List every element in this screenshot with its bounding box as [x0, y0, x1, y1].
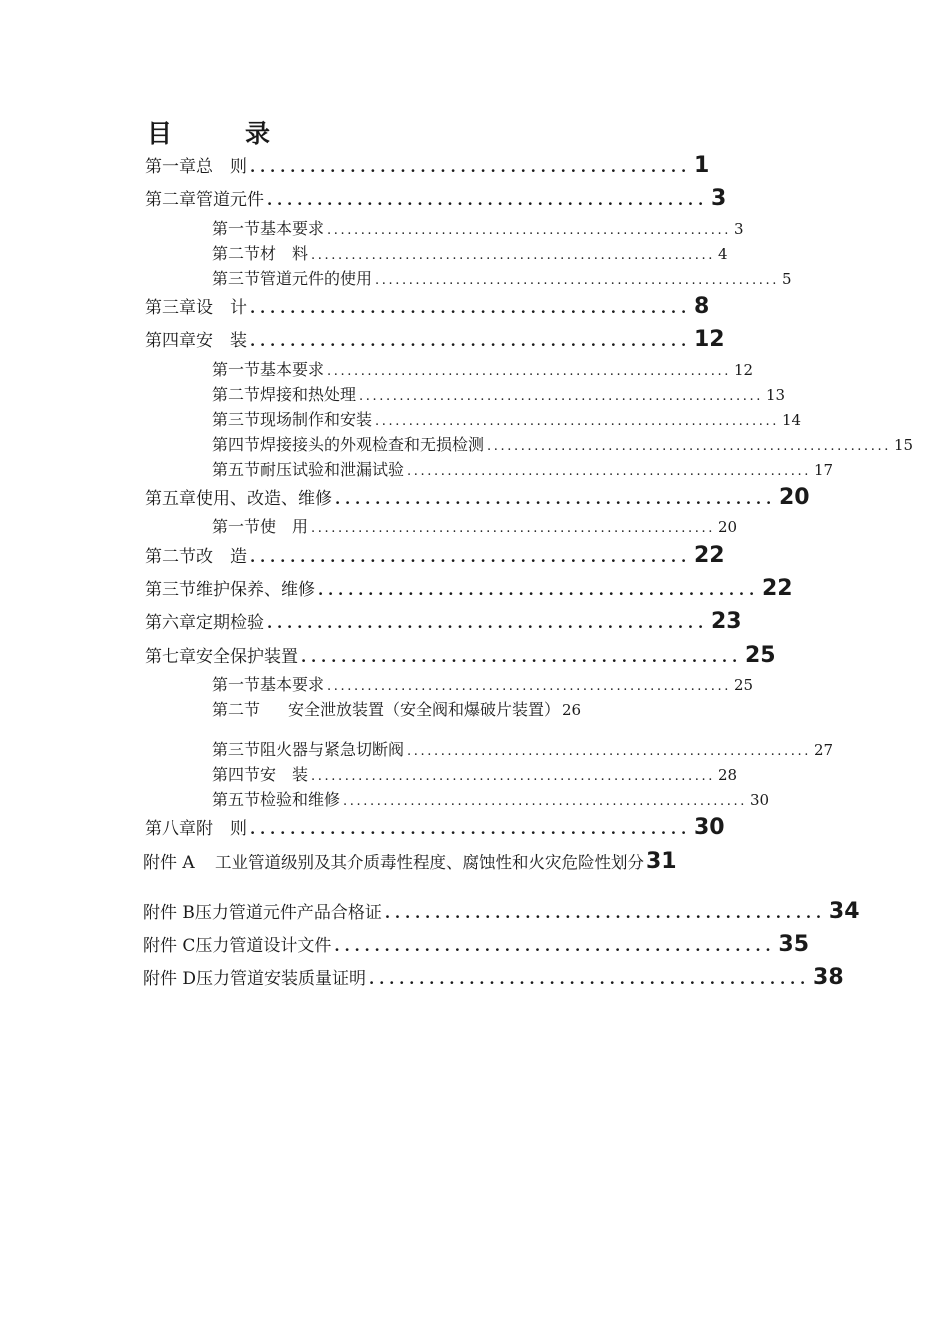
toc-entry[interactable] [145, 484, 810, 510]
toc-leader: ............................................................ [311, 769, 715, 784]
toc-label: 第七章 [145, 647, 196, 667]
toc-label: 第二节 [145, 547, 196, 567]
toc-title: 附 则 [196, 819, 247, 839]
toc-title: 改 造 [196, 547, 247, 567]
toc-entry[interactable] [145, 814, 725, 840]
toc-leader: ............................................................ [487, 439, 891, 454]
toc-title: 安 装 [196, 331, 247, 351]
toc-label: 第二节 [212, 700, 261, 719]
toc-entry[interactable] [145, 293, 710, 319]
toc-label: 第三节 [212, 410, 261, 429]
toc-title: 压力管道安装质量证明 [196, 969, 367, 989]
toc-leader: ............................................................ [375, 273, 779, 288]
toc-leader: ............................................................ [327, 679, 731, 694]
toc-leader: ............................................ [250, 820, 691, 838]
toc-label: 附件 D [143, 969, 197, 989]
toc-page: 22 [761, 576, 793, 601]
toc-leader: ............................................ [250, 332, 691, 350]
toc-leader: ............................................ [335, 490, 776, 508]
toc-entry[interactable] [145, 152, 710, 178]
toc-leader: ............................................................ [407, 744, 811, 759]
toc-page: 5 [781, 270, 792, 288]
toc-page: 34 [828, 899, 860, 924]
toc-label: 第二节 [212, 244, 261, 263]
toc-entry[interactable] [212, 407, 802, 430]
toc-leader: ............................................ [267, 191, 708, 209]
toc-page: 38 [813, 965, 844, 990]
toc-page: 3 [733, 220, 744, 238]
toc-label: 附件 A [143, 853, 195, 873]
toc-entry[interactable] [212, 241, 728, 264]
toc-entry[interactable] [212, 357, 754, 380]
toc-title: 基本要求 [260, 360, 325, 379]
toc-page: 20 [778, 485, 810, 510]
toc-title: 总 则 [196, 157, 247, 177]
toc-title: 焊接和热处理 [260, 385, 357, 404]
toc-leader: ............................................................ [375, 414, 779, 429]
toc-label: 第六章 [145, 613, 196, 633]
toc-title: 现场制作和安装 [260, 410, 373, 429]
toc-label: 第二章 [145, 190, 196, 210]
toc-page: 27 [813, 741, 834, 759]
toc-entry[interactable] [212, 787, 770, 810]
toc-leader: ............................................................ [327, 223, 731, 238]
toc-label: 第一节 [212, 219, 261, 238]
toc-leader: ............................................ [384, 904, 826, 922]
toc-title: 耐压试验和泄漏试验 [260, 460, 405, 479]
toc-label: 第四节 [212, 765, 261, 784]
toc-entry[interactable] [143, 964, 844, 990]
toc-page: 8 [693, 294, 710, 319]
toc-entry[interactable] [143, 848, 743, 874]
toc-label: 第五节 [212, 460, 261, 479]
toc-page: 35 [778, 932, 810, 957]
toc-title: 使用、改造、维修 [196, 489, 332, 509]
toc-title: 阻火器与紧急切断阀 [260, 740, 405, 759]
toc-entry[interactable] [145, 642, 776, 668]
toc-entry[interactable] [145, 185, 727, 211]
toc-title: 焊接接头的外观检查和无损检测 [260, 435, 485, 454]
toc-title: 安全泄放装置（安全阀和爆破片装置） [288, 700, 561, 719]
toc-label: 第五节 [212, 790, 261, 809]
toc-leader: ............................................................ [359, 389, 763, 404]
toc-title: 工业管道级别及其介质毒性程度、腐蚀性和火灾危险性划分 [215, 853, 644, 872]
toc-entry[interactable] [143, 898, 860, 924]
toc-entry[interactable] [212, 737, 834, 760]
toc-title: 基本要求 [260, 675, 325, 694]
toc-leader: ............................................ [369, 970, 811, 988]
toc-title: 材 料 [260, 244, 309, 263]
toc-entry[interactable] [145, 326, 725, 352]
page-title: 目 录 [147, 119, 295, 148]
toc-page: 25 [744, 643, 776, 668]
toc-label: 附件 C [143, 936, 196, 956]
toc-label: 第八章 [145, 819, 196, 839]
toc-entry[interactable] [145, 608, 742, 634]
toc-label: 第三节 [212, 740, 261, 759]
toc-label: 第四节 [212, 435, 261, 454]
toc-title: 安 装 [260, 765, 309, 784]
toc-leader: ............................................................ [407, 464, 811, 479]
toc-entry[interactable] [212, 762, 738, 785]
toc-label: 第三节 [212, 269, 261, 288]
toc-title: 设 计 [196, 298, 247, 318]
toc-label: 第四章 [145, 331, 196, 351]
toc-page: 3 [710, 186, 727, 211]
toc-title: 基本要求 [260, 219, 325, 238]
toc-page: 30 [693, 815, 725, 840]
toc-leader: ............................................ [334, 937, 776, 955]
toc-leader: ............................................ [267, 614, 708, 632]
toc-leader: ............................................................ [311, 248, 715, 263]
toc-entry[interactable] [212, 266, 792, 289]
toc-page: 12 [733, 361, 754, 379]
toc-title: 管道元件的使用 [260, 269, 373, 288]
toc-page: 14 [781, 411, 802, 429]
toc-label: 第三章 [145, 298, 196, 318]
toc-page: 20 [717, 518, 738, 536]
toc-title: 维护保养、维修 [196, 580, 315, 600]
toc-leader: ............................................ [250, 548, 691, 566]
toc-entry[interactable] [145, 542, 725, 568]
toc-label: 第一节 [212, 517, 261, 536]
toc-title: 压力管道元件产品合格证 [194, 903, 382, 923]
toc-entry[interactable] [212, 457, 834, 480]
toc-label: 第一节 [212, 360, 261, 379]
toc-entry[interactable] [212, 216, 744, 239]
toc-page: 31 [646, 849, 677, 874]
toc-entry[interactable] [212, 514, 738, 537]
toc-page: 25 [733, 676, 754, 694]
toc-entry[interactable] [212, 382, 786, 405]
toc-page: 13 [765, 386, 786, 404]
toc-leader: ............................................ [250, 299, 691, 317]
toc-page: 28 [717, 766, 738, 784]
toc-title: 检验和维修 [260, 790, 341, 809]
toc-entry[interactable] [212, 432, 914, 455]
toc-page: 15 [893, 436, 914, 454]
toc-title: 安全保护装置 [196, 647, 298, 667]
toc-entry[interactable] [145, 575, 793, 601]
toc-title: 压力管道设计文件 [195, 936, 332, 956]
toc-leader: ............................................ [301, 648, 742, 666]
toc-leader: ............................................................ [327, 364, 731, 379]
toc-label: 第二节 [212, 385, 261, 404]
toc-label: 附件 B [143, 903, 195, 923]
toc-page: 23 [710, 609, 742, 634]
toc-leader: ............................................................ [311, 521, 715, 536]
toc-label: 第五章 [145, 489, 196, 509]
toc-leader: ............................................ [318, 581, 759, 599]
toc-leader: ............................................................ [343, 794, 747, 809]
toc-leader: ............................................ [250, 158, 691, 176]
toc-entry[interactable] [212, 697, 652, 720]
toc-page: 1 [693, 153, 710, 178]
toc-entry[interactable] [143, 931, 810, 957]
toc-title: 定期检验 [196, 613, 264, 633]
toc-page: 4 [717, 245, 728, 263]
toc-page: 30 [749, 791, 770, 809]
toc-entry[interactable] [212, 672, 754, 695]
toc-title: 管道元件 [196, 190, 264, 210]
toc-page: 12 [693, 327, 725, 352]
toc-page: 17 [813, 461, 834, 479]
toc-page: 26 [562, 701, 582, 719]
toc-title: 使 用 [260, 517, 309, 536]
toc-label: 第三节 [145, 580, 196, 600]
toc-label: 第一节 [212, 675, 261, 694]
toc-label: 第一章 [145, 157, 196, 177]
toc-page: 22 [693, 543, 725, 568]
